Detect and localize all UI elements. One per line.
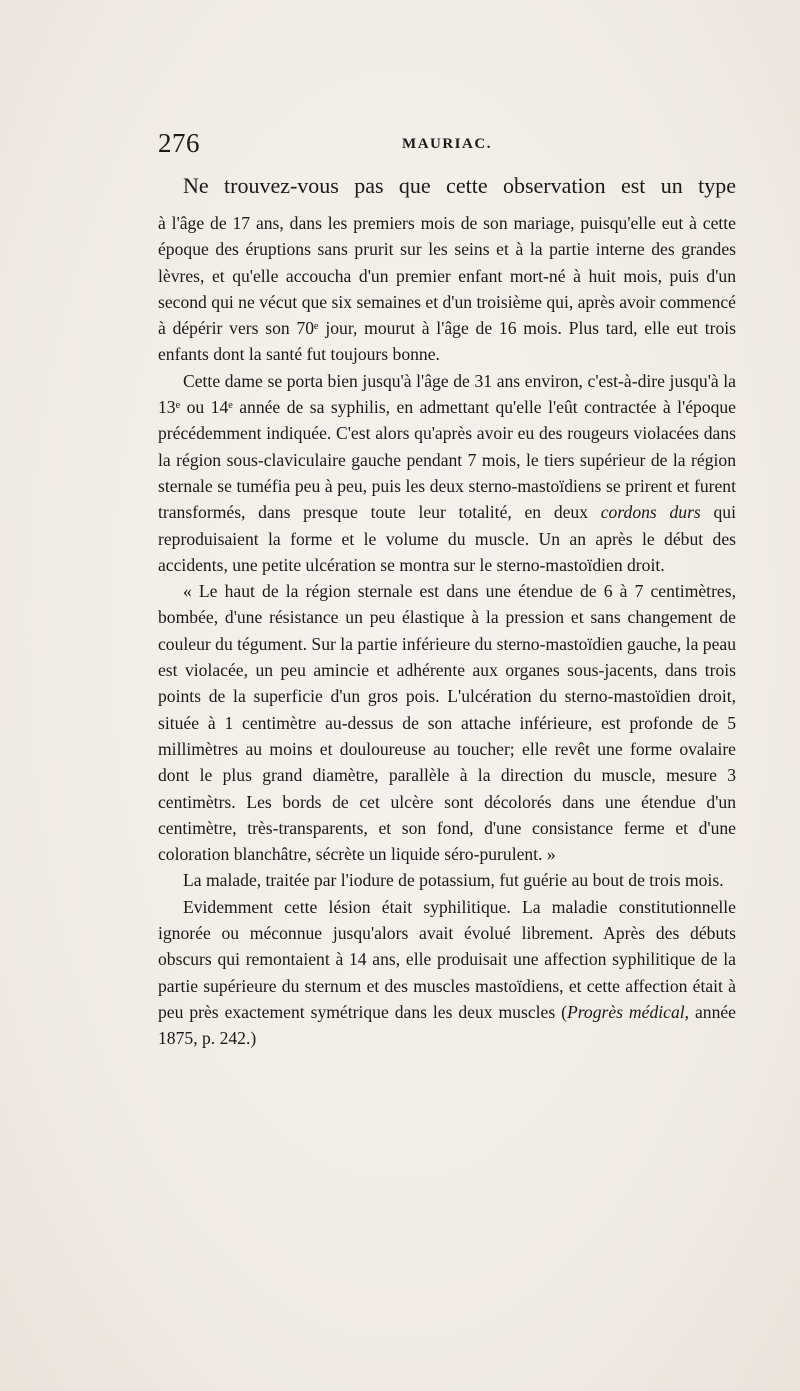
page-header	[158, 128, 736, 160]
paragraph-5	[158, 894, 736, 1052]
paragraph-2-text-c: qui reproduisaient la forme et le volume du muscle. Un an après le début des accidents, une petite ulcération se montra sur le sterno-mastoïdien droit.	[158, 502, 736, 575]
paragraph-2	[158, 368, 736, 578]
page-number: 276	[158, 128, 200, 158]
opening-line: Ne trouvez-vous pas que cette observation est un type	[183, 173, 736, 198]
paragraph-5-text-c: , année 1875, p. 242.)	[158, 1001, 736, 1049]
paragraph-4: La malade, traitée par l'iodure de potassium, fut guérie au bout de trois mois.	[183, 870, 724, 891]
paragraph-5-italic-progres-medical: Progrès médical	[566, 1001, 685, 1022]
paragraph-2-italic-cordons-durs: cordons durs	[600, 502, 701, 523]
paragraph-3-quote: « Le haut de la région sternale est dans une étendue de 6 à 7 centimètres, bombée, d'une résistance un peu élastique à la pression et sans changement de couleur du tégument. Sur la partie inférieure du sterno-mastoïdien gauche, la peau est violacée, un peu amincie et adhérente aux organes sous-jacents, dans trois points de la superficie d'un gros pois. L'ulcération du sterno-mastoïdien droit, située à 1 centimètre au-dessus de son attache inférieure, est profonde de 5 millimètres au moins et douloureuse au toucher; elle revêt une forme ovalaire dont le plus grand diamètre, parallèle à la direction du muscle, mesure 3 centimètrs. Les bords de cet ulcère sont décolorés dans une étendue d'un centimètre, très-transparents, et son fond, d'une consistance ferme et d'une coloration blanchâtre, sécrète un liquide séro-purulent. »	[158, 581, 736, 865]
body-text	[158, 168, 736, 1052]
paragraph-5-text-a: Evidemment cette lésion était syphilitique. La maladie constitutionnelle ignorée ou méconnue jusqu'alors avait évolué librement. Après des débuts obscurs qui remontaient à 14 ans, elle produisait une affection syphilitique de la partie supérieure du sternum et des muscles mastoïdiens, et cette affection était à peu près exactement symétrique dans les deux muscles (	[158, 896, 736, 1022]
running-head: MAURIAC.	[402, 136, 492, 152]
paragraph-1: à l'âge de 17 ans, dans les premiers mois de son mariage, puisqu'elle eut à cette époque des éruptions sans prurit sur les seins et à la partie interne des grandes lèvres, et qu'elle accoucha d'un premier enfant mort-né à huit mois, puis d'un second qui ne vécut que six semaines et d'un troisième qui, après avoir commencé à dépérir vers son 70ᵉ jour, mourut à l'âge de 16 mois. Plus tard, elle eut trois enfants dont la santé fut toujours bonne.	[158, 213, 736, 365]
paragraph-2-text-a: Cette dame se porta bien jusqu'à l'âge de 31 ans environ, c'est-à-dire jusqu'à la 13ᵉ ou 14ᵉ année de sa syphilis, en admettant qu'elle l'eût contractée à l'époque précédemment indiquée. C'est alors qu'après avoir eu des rougeurs violacées dans la région sous-claviculaire gauche pendant 7 mois, le tiers supérieur de la région sternale se tuméfia peu à peu, puis les deux sterno-mastoïdiens se prirent et furent transformés, dans presque toute leur totalité, en deux	[158, 370, 736, 523]
